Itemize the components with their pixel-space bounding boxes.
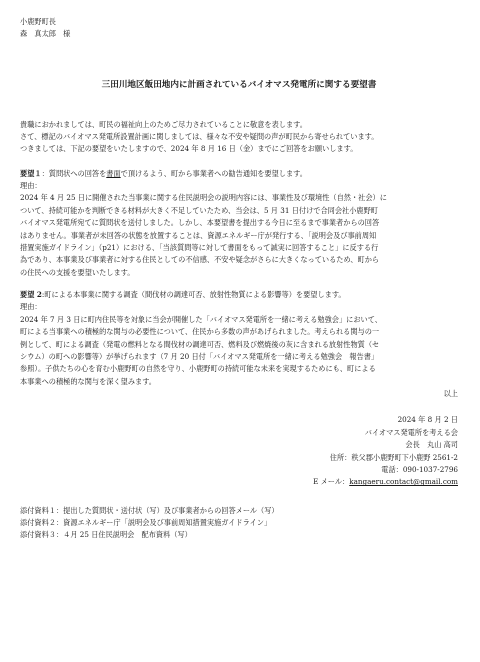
attachments-block <box>20 505 458 542</box>
signature-email-line <box>20 476 458 488</box>
document-title: 三田川地区飯田地内に計画されているバイオマス発電所に関する要望書 <box>101 79 377 90</box>
signature-phone: 電話：090-1037-2796 <box>381 464 458 474</box>
request-1-heading <box>20 168 458 180</box>
request-1-reason-line: ついて、持続可能かを判断できる材料が大きく不足していたため、当会は、5 月 31 日付けで合同会社小鹿野町 <box>20 205 378 215</box>
request-2-reason-label: 理由： <box>20 302 42 312</box>
recipient-name: 森 真太郎 様 <box>20 29 71 39</box>
request-2-reason-line: 参照）。子供たちの心を育む小鹿野町の自然を守り、小鹿野町の持続可能な未来を実現するためにも、町による <box>20 364 376 374</box>
request-2-label: 要望 2 <box>20 290 42 300</box>
request-1-reason-line: 2024 年 4 月 25 日に開催された当事業に関する住民説明会の説明内容には、事業性及び環境性（自然・社会）に <box>20 193 387 203</box>
signature-org: バイオマス発電所を考える会 <box>364 427 458 437</box>
request-1-section <box>20 168 458 279</box>
signature-email-link[interactable]: kangaeru.contact@gmail.com <box>349 477 458 487</box>
closing-mark: 以上 <box>443 389 458 399</box>
attachment-item: 添付資料３：４月 25 日住民説明会 配布資料（写） <box>20 530 192 540</box>
attachment-item: 添付資料１：提出した質問状・送付状（写）及び事業者からの回答メール（写） <box>20 505 279 515</box>
request-1-text-post: で頂けるよう、町から事業者への勧告通知を要望します。 <box>120 168 307 178</box>
request-1-reason-line: の住民への支援を要望いたします。 <box>20 267 135 277</box>
greeting-line: さて、標記のバイオマス発電所設置計画に関しましては、様々な不安や疑問の声が町民から寄せられています。 <box>20 131 379 141</box>
signature-rep: 会長 丸山 高司 <box>405 440 458 450</box>
request-2-heading <box>20 289 458 301</box>
request-2-reason-line: 町による当事業への積極的な関与の必要性について、住民から多数の声があげられました。考えられる関与の一 <box>20 327 380 337</box>
signature-email-label: E メール： <box>313 477 350 487</box>
request-1-reason-line: バイオマス発電所宛てに質問状を送付しました。しかし、本要望書を提出する今日に至るまで事業者からの回答 <box>20 218 380 228</box>
greeting-line: 貴職におかれましては、町民の福祉向上のためご尽力されていることに敬意を表します。 <box>20 119 307 129</box>
request-2-section <box>20 289 458 388</box>
attachment-item: 添付資料２：資源エネルギー庁「説明会及び事前周知措置実施ガイドライン」 <box>20 518 272 528</box>
request-1-reason-line: 為であり、本事業及び事業者に対する住民としての不信感、不安や疑念がさらに大きくなっているため、町から <box>20 255 380 265</box>
greeting-block <box>20 119 458 156</box>
signature-address: 住所：秩父郡小鹿野町下小鹿野 2561-2 <box>329 452 458 462</box>
request-1-text-underlined: 書面 <box>106 168 121 178</box>
signature-block <box>20 414 458 488</box>
greeting-line: つきましては、下記の要望をいたしますので、2024 年 8 月 16 日（金）までにご回答をお願いします。 <box>20 144 358 154</box>
request-2-reason-line: 2024 年 7 月 3 日に町内住民等を対象に当会が開催した「バイオマス発電所を一緒に考える勉強会」において、 <box>20 314 382 324</box>
recipient-title: 小鹿野町長 <box>20 17 56 26</box>
request-2-reason-line: シウム）の町への影響等）が挙げられます（7 月 20 日付「バイオマス発電所を一緒に考える勉強会 報告書」 <box>20 351 379 361</box>
request-1-reason-label: 理由： <box>20 181 42 191</box>
request-2-text: :町による本事業に関する調査（間伐材の調達可否、放射性物質による影響等）を要望します。 <box>41 290 346 300</box>
signature-date: 2024 年 8 月 2 日 <box>397 415 458 425</box>
request-1-label: 要望１ <box>20 168 42 178</box>
recipient-block <box>20 16 458 41</box>
request-2-reason-line: 本事業への積極的な関与を深く望みます。 <box>20 376 156 386</box>
request-1-reason-line: はありません。事業者が未回答の状態を放置することは、資源エネルギー庁が発行する、「説明会及び事前周知 <box>20 230 377 240</box>
request-2-reason-line: 例として、町による調査（発電の燃料となる間伐材の調達可否、燃料及び燃焼後の灰に含まれる放射性物質（セ <box>20 339 380 349</box>
request-1-text-pre: ：質問状への回答を <box>41 168 107 178</box>
request-1-reason-line: 措置実施ガイドライン」（p21）における、「当該質問等に対して書面をもって誠実に回答すること」に反する行 <box>20 242 379 252</box>
